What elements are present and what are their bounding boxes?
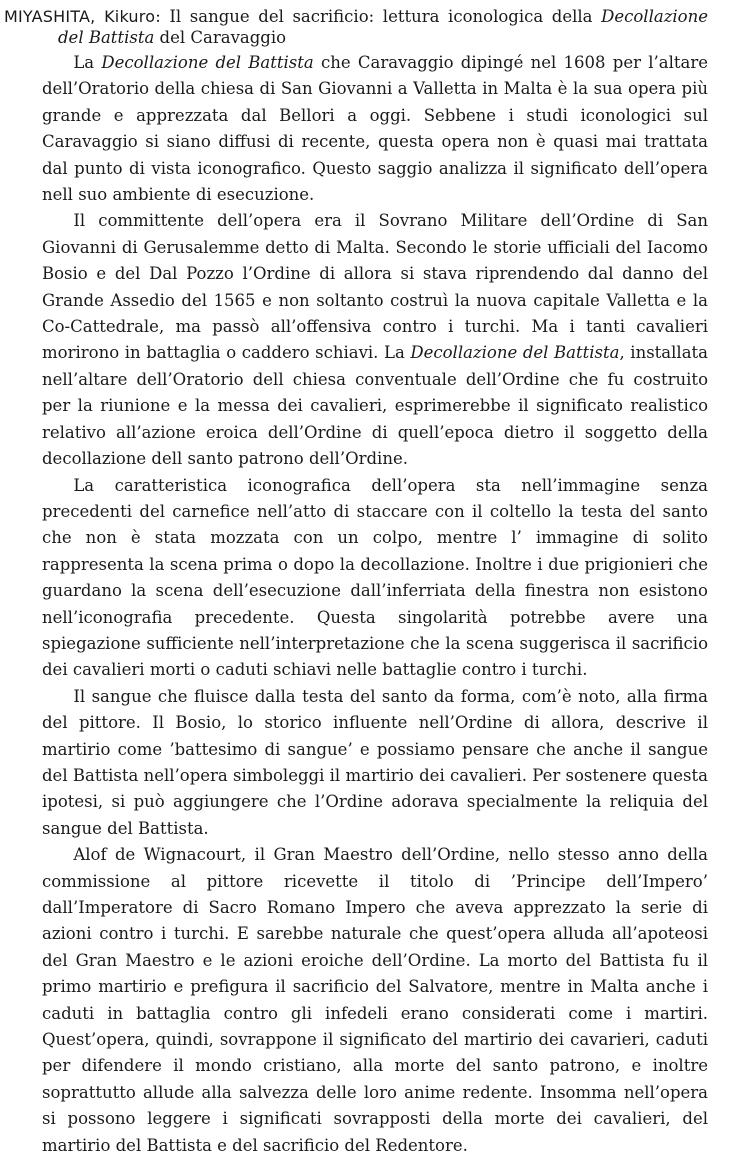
- paragraph-1-text-a: La: [73, 53, 102, 72]
- paragraph-5-text: Alof de Wignacourt, il Gran Maestro dell’Ordine, nello stesso anno della commissione al pittore ricevette il titolo di ’Principe dell’Impero’ dall’Imperatore di Sacro Romano Impero che aveva apprezzato la serie di azioni contro i turchi. E sarebbe naturale che quest’opera alluda all’apoteosi del Gran Maestro e le azioni eroiche dell’Ordine. La morto del Battista fu il primo martirio e prefigura il sacrificio del Salvatore, mentre in Malta anche i caduti in battaglia contro gli infedeli erano considerati come i martiri. Quest’opera, quindi, sovrappone il significato del martirio dei cavarieri, caduti per difendere il mondo cristiano, alla morte del santo patrono, e inoltre soprattutto allude alla salvezza delle loro anime redente. Insomma nell’opera si possono leggere i significati sovrapposti della morte dei cavalieri, del martirio del Battista e del sacrificio del Redentore.: [42, 845, 708, 1155]
- heading-separator: :: [155, 7, 170, 26]
- paragraph-3: [42, 473, 708, 684]
- paragraph-1-text-b: che Caravaggio dipingé nel 1608 per l’altare dell’Oratorio della chiesa di San Giovanni a Valletta in Malta è la sua opera più grande e apprezzata dal Bellori a oggi. Sebbene i studi iconologici sul Caravaggio si siano diffusi di recente, questa opera non è quasi mai trattata dal punto di vista iconografico. Questo saggio analizza il significato dell’opera nell suo ambiente di esecuzione.: [42, 53, 708, 205]
- title-part-1: Il sangue del sacrificio: lettura iconologica della: [169, 7, 602, 26]
- paragraph-2-text-a: Il committente dell’opera era il Sovrano Militare dell’Ordine di San Giovanni di Gerusalemme detto di Malta. Secondo le storie ufficiali del Iacomo Bosio e del Dal Pozzo l’Ordine di allora si stava riprendendo dal danno del Grande Assedio del 1565 e non soltanto costruì la nuova capitale Valletta e la Co-Cattedrale, ma passò all’offensiva contro i turchi. Ma i tanti cavalieri morirono in battaglia o caddero schiavi. La: [42, 211, 708, 363]
- paragraph-3-text: La caratteristica iconografica dell’opera sta nell’immagine senza precedenti del carnefice nell’atto di staccare con il coltello la testa del santo che non è stata mozzata con un colpo, mentre l’ immagine di solito rappresenta la scena prima o dopo la decollazione. Inoltre i due prigionieri che guardano la scena dell’esecuzione dall’inferriata della finestra non esistono nell’iconografia precedente. Questa singolarità potrebbe avere una spiegazione sufficiente nell’interpretazione che la scena suggerisca il sacrificio dei cavalieri morti o caduti schiavi nelle battaglie contro i turchi.: [42, 475, 708, 680]
- author-name: MIYASHITA, Kikuro: [4, 7, 156, 26]
- title-part-2: del Caravaggio: [154, 28, 287, 47]
- paragraph-1: [42, 50, 708, 208]
- title-artwork-name: Decollazione del Battista: [58, 7, 708, 47]
- article-page: [4, 6, 708, 1159]
- paragraph-2: [42, 208, 708, 472]
- paragraph-4-text: Il sangue che fluisce dalla testa del santo da forma, com’è noto, alla firma del pittore. Il Bosio, lo storico influente nell’Ordine di allora, descrive il martirio come ’battesimo di sangue’ e possiamo pensare che anche il sangue del Battista nell’opera simboleggi il martirio dei cavalieri. Per sostenere questa ipotesi, si può aggiungere che l’Ordine adorava specialmente la reliquia del sangue del Battista.: [42, 686, 708, 838]
- paragraph-4: [42, 684, 708, 842]
- paragraph-2-text-b: , installata nell’altare dell’Oratorio dell chiesa conventuale dell’Ordine che fu costruito per la riunione e la messa dei cavalieri, esprimerebbe il significato realistico relativo all’azione eroica dell’Ordine di quell’epoca dietro il soggetto della decollazione dell santo patrono dell’Ordine.: [42, 343, 708, 469]
- paragraph-5: [42, 842, 708, 1159]
- article-heading: [4, 6, 708, 48]
- paragraph-2-artwork-title: Decollazione del Battista: [410, 343, 620, 363]
- paragraph-1-artwork-title: Decollazione del Battista: [101, 53, 314, 72]
